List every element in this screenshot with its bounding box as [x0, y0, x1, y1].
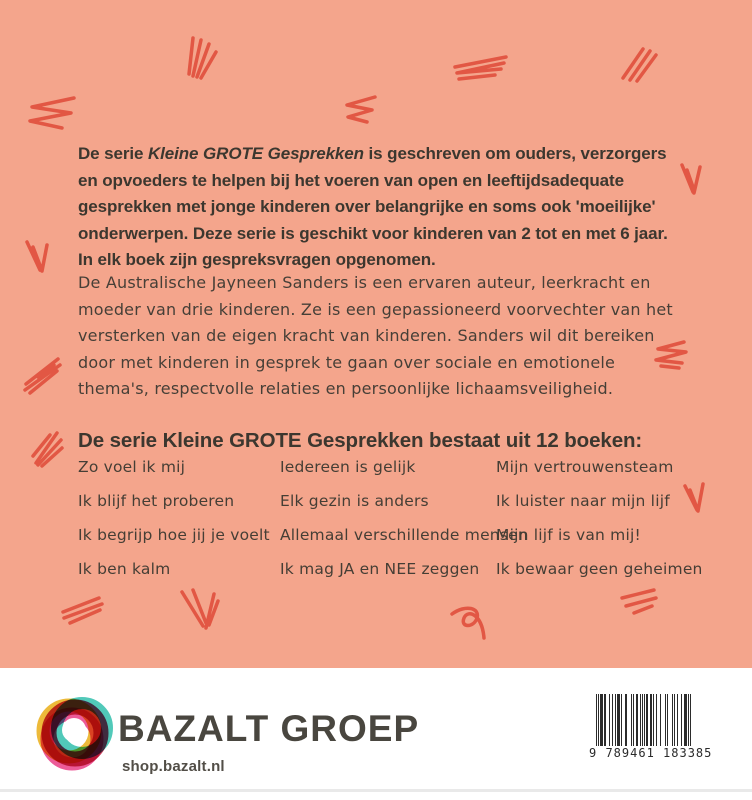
paragraph-rest: is geschreven om ouders, verzorgers en opvoeders te helpen bij het voeren van open en leeftijdsadequate gesprekken met jonge kinderen over belangrijke en soms ook 'moeilijke' onderwerpen. Deze serie is geschikt voor kinderen van 2 tot en met 6 jaar. In elk boek zijn gespreksvragen opgenomen. [78, 144, 668, 269]
book-title: Ik luister naar mijn lijf [496, 492, 670, 510]
barcode-bars [596, 694, 691, 746]
book-title: Mijn lijf is van mij! [496, 526, 641, 544]
series-title: Kleine GROTE Gesprekken [147, 144, 364, 163]
publisher-website: shop.bazalt.nl [122, 758, 225, 775]
book-title: Ik ben kalm [78, 560, 171, 578]
book-title: Iedereen is gelijk [280, 458, 416, 476]
paragraph-lead: De serie [78, 144, 148, 163]
book-list-heading: De serie Kleine GROTE Gesprekken bestaat uit 12 boeken: [78, 429, 643, 452]
book-list [78, 450, 703, 586]
logo-center-hole [62, 718, 86, 742]
author-bio-paragraph: De Australische Jayneen Sanders is een ervaren auteur, leerkracht en moeder van drie kinderen. Ze is een gepassioneerd voorvechter van het versterken van de eigen kracht van kinderen. Sanders wil dit bereiken door met kinderen in gesprek te gaan over sociale en emotionele thema's, respectvolle relaties en persoonlijke lichaamsveiligheid. [78, 273, 673, 398]
book-list-column-2 [280, 450, 528, 586]
series-description-paragraph [78, 141, 680, 274]
book-title: Ik begrijp hoe jij je voelt [78, 526, 270, 544]
book-title: Elk gezin is anders [280, 492, 429, 510]
isbn-number: 9 789461 183385 [589, 746, 713, 760]
book-title: Zo voel ik mij [78, 458, 186, 476]
book-list-column-3 [496, 450, 703, 586]
bazalt-groep-logo-icon [36, 692, 114, 778]
book-title: Mijn vertrouwensteam [496, 458, 674, 476]
isbn-barcode [589, 694, 713, 764]
publisher-name: BAZALT GROEP [118, 708, 420, 749]
book-title: Allemaal verschillende mensen [280, 526, 528, 544]
publisher-footer [0, 668, 752, 800]
cover-bottom-edge [0, 789, 752, 792]
book-title: Ik mag JA en NEE zeggen [280, 560, 480, 578]
book-title: Ik bewaar geen geheimen [496, 560, 703, 578]
book-list-column-1 [78, 450, 280, 586]
book-title: Ik blijf het proberen [78, 492, 235, 510]
